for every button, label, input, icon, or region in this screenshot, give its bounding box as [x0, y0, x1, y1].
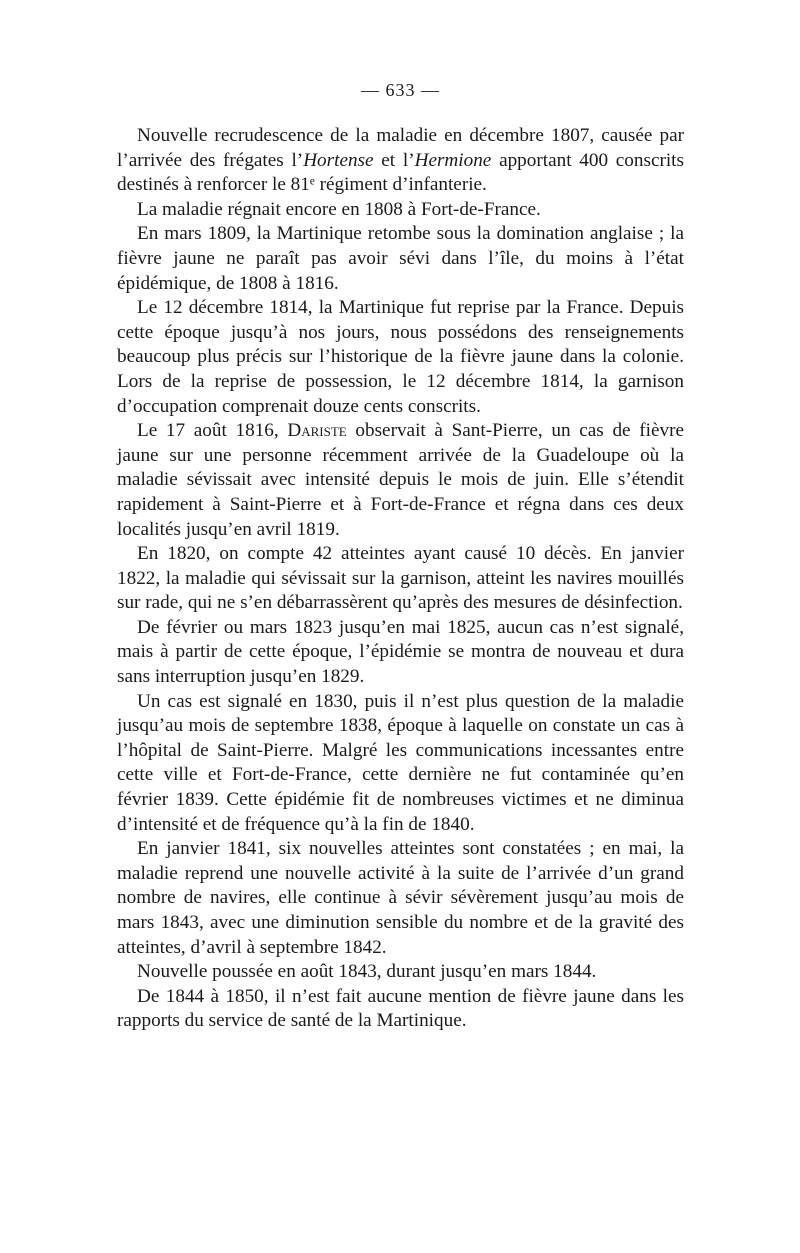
paragraph-6 [117, 542, 684, 616]
author-name-dariste: Dariste [287, 420, 347, 442]
paragraph-11 [117, 985, 684, 1034]
text-run: En janvier 1841, six nouvelles atteintes sont constatées ; en mai, la maladie reprend une nouvelle activité à la suite de l’arrivée d’un grand nombre de navires, elle continue à sévir sévèrement jusqu’au mois de mars 1843, avec une diminution sensible du nombre et de la gravité des atteintes, d’avril à septembre 1842. [117, 838, 684, 958]
text-run: De 1844 à 1850, il n’est fait aucune mention de fièvre jaune dans les rapports du service de santé de la Martinique. [117, 985, 684, 1032]
paragraph-4 [117, 296, 684, 419]
paragraph-3 [117, 222, 684, 296]
text-run: apportant 400 conscrits destinés à renforcer le 81ᵉ régiment d’infanterie. [117, 149, 684, 196]
text-run: De février ou mars 1823 jusqu’en mai 1825, aucun cas n’est signalé, mais à partir de cette époque, l’épidémie se montra de nouveau et dura sans interruption jusqu’en 1829. [117, 616, 684, 688]
text-run: Nouvelle poussée en août 1843, durant jusqu’en mars 1844. [137, 961, 597, 983]
ship-name-hortense: Hortense [303, 149, 374, 171]
text-run: et l’ [373, 149, 415, 171]
text-run: Un cas est signalé en 1830, puis il n’est plus question de la maladie jusqu’au mois de septembre 1838, époque à laquelle on constate un cas à l’hôpital de Saint-Pierre. Malgré les communications incessantes entre cette ville et Fort-de-France, cette dernière ne fut contaminée qu’en février 1839. Cette épidémie fit de nombreuses victimes et ne diminua d’intensité et de fréquence qu’à la fin de 1840. [117, 690, 684, 835]
paragraph-7 [117, 616, 684, 690]
text-run: En 1820, on compte 42 atteintes ayant causé 10 décès. En janvier 1822, la maladie qui sévissait sur la garnison, atteint les navires mouillés sur rade, qui ne s’en débarrassèrent qu’après des mesures de désinfection. [117, 543, 684, 614]
page-number: — 633 — [361, 80, 440, 100]
paragraph-2 [117, 198, 684, 223]
ship-name-hermione: Hermione [414, 149, 492, 171]
text-run: Le 17 août 1816, [137, 420, 288, 442]
text-run: Le 12 décembre 1814, la Martinique fut reprise par la France. Depuis cette époque jusqu’à nos jours, nous possédons des renseignements beaucoup plus précis sur l’historique de la fièvre jaune dans la colonie. Lors de la reprise de possession, le 12 décembre 1814, la garnison d’occupation comprenait douze cents conscrits. [117, 297, 684, 417]
text-run: La maladie régnait encore en 1808 à Fort-de-France. [137, 198, 541, 220]
text-run: En mars 1809, la Martinique retombe sous la domination anglaise ; la fièvre jaune ne paraît pas avoir sévi dans l’île, du moins à l’état épidémique, de 1808 à 1816. [117, 223, 684, 294]
text-run: Nouvelle recrudescence de la maladie en décembre 1807, causée par l’arrivée des frégates l’ [117, 125, 684, 171]
text-run: observait à Sant-Pierre, un cas de fièvre jaune sur une personne récemment arrivée de la Guadeloupe où la maladie sévissait avec intensité depuis le mois de juin. Elle s’étendit rapidement à Saint-Pierre et à Fort-de-France et régna dans ces deux localités jusqu’en avril 1819. [117, 420, 684, 540]
paragraph-10 [117, 960, 684, 985]
paragraph-1 [117, 124, 684, 198]
document-page [117, 78, 684, 1034]
paragraph-8 [117, 690, 684, 838]
paragraph-5 [117, 419, 684, 542]
paragraph-9 [117, 837, 684, 960]
